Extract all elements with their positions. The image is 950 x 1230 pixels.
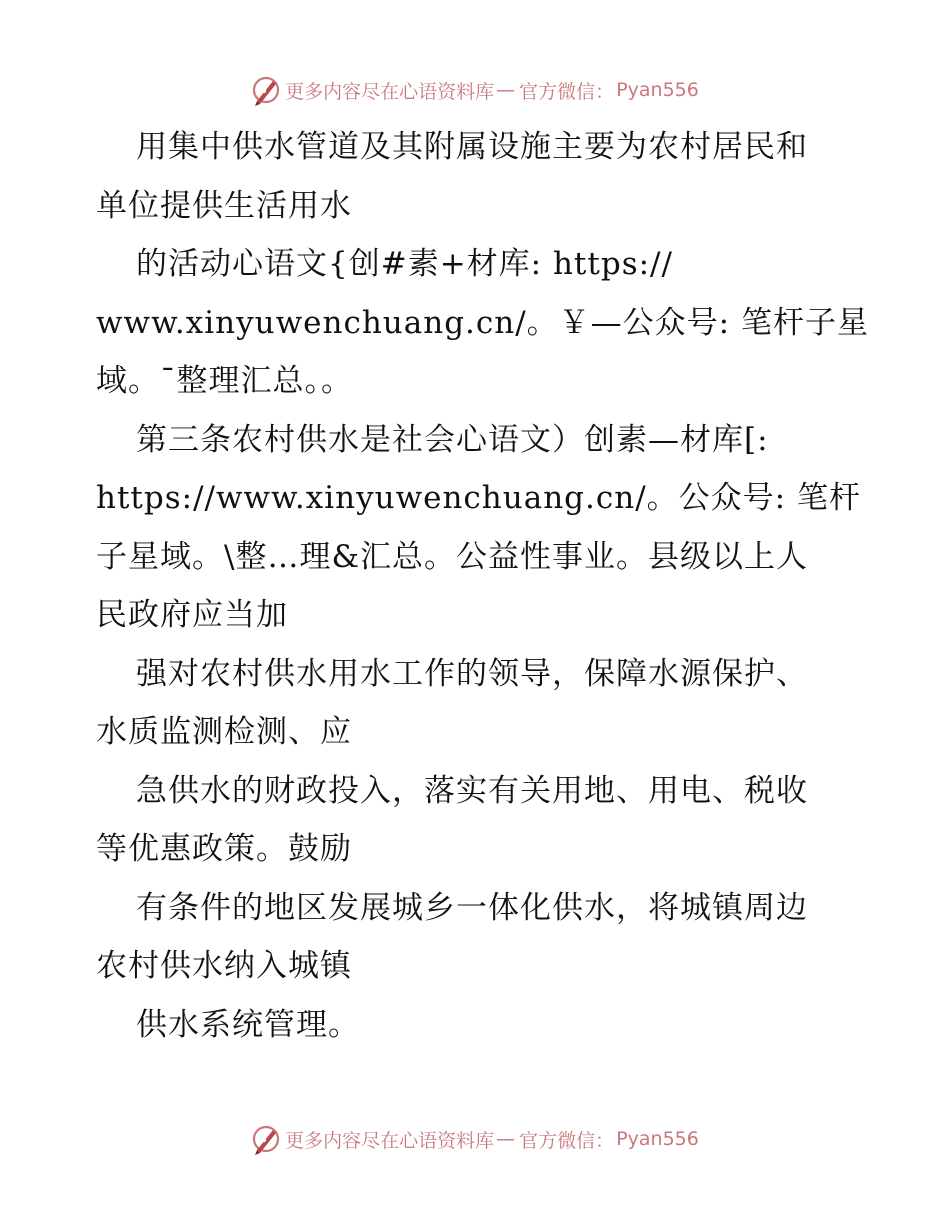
text-line: www.xinyuwenchuang.cn/。￥—公众号: 笔杆子星	[96, 304, 869, 341]
text-line: 供水系统管理。	[136, 1006, 360, 1043]
watermark-separator: —	[496, 79, 516, 101]
text-line: 民政府应当加	[96, 597, 288, 633]
text-line: 的活动心语文{创#素+材库: https://	[136, 246, 673, 282]
text-line: 强对农村供水用水工作的领导，保障水源保护、	[136, 655, 808, 692]
watermark-separator: —	[496, 1128, 516, 1150]
document-body	[96, 118, 869, 1054]
watermark-wechat-label: 官方微信：	[519, 1129, 615, 1152]
text-line: https://www.xinyuwenchuang.cn/。公众号: 笔杆	[96, 480, 861, 516]
text-line: 第三条农村供水是社会心语文）创素—材库[:	[136, 421, 769, 458]
watermark-wechat-id: Pyan556	[616, 1128, 699, 1150]
header-watermark	[0, 70, 950, 110]
watermark-wechat-id: Pyan556	[616, 79, 699, 101]
text-line: 等优惠政策。鼓励	[96, 831, 352, 867]
text-line: 用集中供水管道及其附属设施主要为农村居民和	[136, 129, 808, 165]
text-line: 单位提供生活用水	[96, 187, 352, 224]
watermark-text: 更多内容尽在心语资料库	[285, 1129, 495, 1152]
pen-logo-icon	[251, 73, 281, 107]
text-line: 农村供水纳入城镇	[96, 948, 352, 984]
text-line: 域。¯整理汇总。。	[96, 363, 353, 399]
text-line: 子星域。\整…理&汇总。公益性事业。县级以上人	[96, 538, 809, 575]
footer-watermark	[0, 1119, 950, 1159]
text-line: 急供水的财政投入，落实有关用地、用电、税收	[136, 772, 808, 809]
watermark-text: 更多内容尽在心语资料库	[285, 80, 495, 103]
text-line: 有条件的地区发展城乡一体化供水，将城镇周边	[136, 889, 808, 926]
pen-logo-icon	[251, 1122, 281, 1156]
text-line: 水质监测检测、应	[96, 714, 352, 750]
watermark-wechat-label: 官方微信：	[519, 80, 615, 103]
